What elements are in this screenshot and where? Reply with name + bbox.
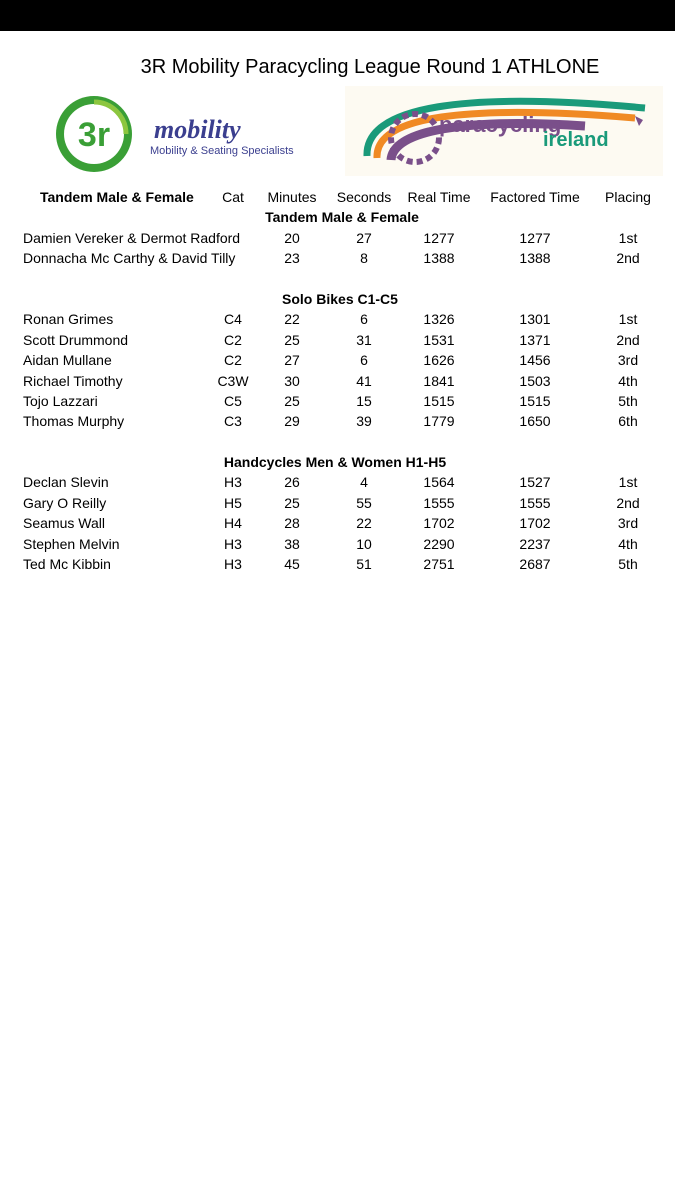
factored-time-value: 1702 — [519, 515, 551, 531]
minutes-value: 45 — [284, 556, 300, 572]
factored-time-value: 1650 — [519, 413, 551, 429]
rider-name: Stephen Melvin — [23, 536, 120, 552]
rider-name: Gary O Reilly — [23, 495, 107, 511]
minutes-value: 25 — [284, 393, 300, 409]
placing-value: 1st — [618, 311, 638, 327]
real-time-value: 1564 — [423, 474, 455, 490]
minutes-value: 28 — [284, 515, 300, 531]
real-time-value: 1277 — [423, 230, 455, 246]
rider-name: Declan Slevin — [23, 474, 109, 490]
section-heading-solo-bikes: Solo Bikes C1-C5 — [282, 291, 398, 307]
rider-name: Thomas Murphy — [23, 413, 125, 429]
rider-name: Scott Drummond — [23, 332, 129, 348]
seconds-value: 10 — [356, 536, 372, 552]
minutes-value: 27 — [284, 352, 300, 368]
real-time-value: 1515 — [423, 393, 455, 409]
col-header-seconds: Seconds — [336, 189, 392, 205]
cat-value: H3 — [224, 536, 242, 552]
cat-value: C5 — [224, 393, 242, 409]
cat-value: C3 — [224, 413, 242, 429]
col-header-cat: Cat — [222, 189, 244, 205]
factored-time-value: 1388 — [519, 250, 551, 266]
cat-value: H5 — [224, 495, 242, 511]
cat-value: C2 — [224, 332, 242, 348]
logo-tagline: Mobility & Seating Specialists — [150, 145, 294, 157]
rider-name: Ted Mc Kibbin — [23, 556, 111, 572]
rider-name: Seamus Wall — [23, 515, 105, 531]
rider-name: Ronan Grimes — [23, 311, 114, 327]
seconds-value: 39 — [356, 413, 372, 429]
rider-name: Tojo Lazzari — [23, 393, 98, 409]
factored-time-value: 1301 — [519, 311, 551, 327]
cat-value: C3W — [217, 373, 249, 389]
placing-value: 6th — [618, 413, 638, 429]
cat-value: H3 — [224, 556, 242, 572]
rider-name: Richael Timothy — [23, 373, 123, 389]
logo-mark: 3r — [77, 116, 111, 154]
real-time-value: 1555 — [423, 495, 455, 511]
seconds-value: 15 — [356, 393, 372, 409]
real-time-value: 2751 — [423, 556, 455, 572]
factored-time-value: 1527 — [519, 474, 551, 490]
minutes-value: 25 — [284, 332, 300, 348]
real-time-value: 1779 — [423, 413, 455, 429]
logo-line1: paracycling — [439, 112, 562, 137]
real-time-value: 1841 — [423, 373, 455, 389]
placing-value: 1st — [618, 474, 638, 490]
col-header-minutes: Minutes — [267, 189, 317, 205]
cat-value: C2 — [224, 352, 242, 368]
seconds-value: 41 — [356, 373, 372, 389]
factored-time-value: 1503 — [519, 373, 551, 389]
cat-value: H3 — [224, 474, 242, 490]
real-time-value: 1388 — [423, 250, 455, 266]
placing-value: 3rd — [617, 515, 639, 531]
factored-time-value: 1515 — [519, 393, 551, 409]
cat-value: C4 — [224, 311, 242, 327]
logo-word: mobility — [154, 115, 241, 144]
factored-time-value: 2687 — [519, 556, 551, 572]
seconds-value: 31 — [356, 332, 372, 348]
minutes-value: 26 — [284, 474, 300, 490]
seconds-value: 22 — [356, 515, 372, 531]
seconds-value: 6 — [360, 311, 368, 327]
placing-value: 4th — [618, 373, 638, 389]
placing-value: 2nd — [616, 250, 640, 266]
factored-time-value: 1555 — [519, 495, 551, 511]
real-time-value: 1531 — [423, 332, 455, 348]
real-time-value: 2290 — [423, 536, 455, 552]
status-bar — [0, 0, 675, 31]
section-heading-tandem: Tandem Male & Female — [265, 209, 419, 225]
factored-time-value: 1277 — [519, 230, 551, 246]
seconds-value: 51 — [356, 556, 372, 572]
page-title: 3R Mobility Paracycling League Round 1 ATHLONE — [140, 56, 600, 78]
factored-time-value: 2237 — [519, 536, 551, 552]
placing-value: 3rd — [617, 352, 639, 368]
real-time-value: 1326 — [423, 311, 455, 327]
rider-name: Aidan Mullane — [23, 352, 112, 368]
col-header-name: Tandem Male & Female — [40, 189, 194, 205]
3r-mobility-logo — [50, 94, 325, 174]
seconds-value: 6 — [360, 352, 368, 368]
placing-value: 1st — [618, 230, 638, 246]
real-time-value: 1626 — [423, 352, 455, 368]
seconds-value: 8 — [360, 250, 368, 266]
real-time-value: 1702 — [423, 515, 455, 531]
factored-time-value: 1456 — [519, 352, 551, 368]
rider-name: Damien Vereker & Dermot Radford — [23, 230, 241, 246]
placing-value: 2nd — [616, 332, 640, 348]
col-header-real-time: Real Time — [407, 189, 471, 205]
seconds-value: 4 — [360, 474, 368, 490]
minutes-value: 22 — [284, 311, 300, 327]
factored-time-value: 1371 — [519, 332, 551, 348]
section-heading-handcycles: Handcycles Men & Women H1-H5 — [223, 454, 447, 470]
minutes-value: 29 — [284, 413, 300, 429]
paracycling-ireland-logo — [345, 86, 663, 176]
minutes-value: 38 — [284, 536, 300, 552]
placing-value: 2nd — [616, 495, 640, 511]
placing-value: 5th — [618, 556, 638, 572]
minutes-value: 23 — [284, 250, 300, 266]
placing-value: 4th — [618, 536, 638, 552]
minutes-value: 30 — [284, 373, 300, 389]
cat-value: H4 — [224, 515, 242, 531]
logo-line2: ireland — [543, 129, 609, 151]
seconds-value: 55 — [356, 495, 372, 511]
placing-value: 5th — [618, 393, 638, 409]
minutes-value: 25 — [284, 495, 300, 511]
minutes-value: 20 — [284, 230, 300, 246]
col-header-factored-time: Factored Time — [490, 189, 580, 205]
rider-name: Donnacha Mc Carthy & David Tilly — [23, 250, 236, 266]
col-header-placing: Placing — [605, 189, 651, 205]
seconds-value: 27 — [356, 230, 372, 246]
